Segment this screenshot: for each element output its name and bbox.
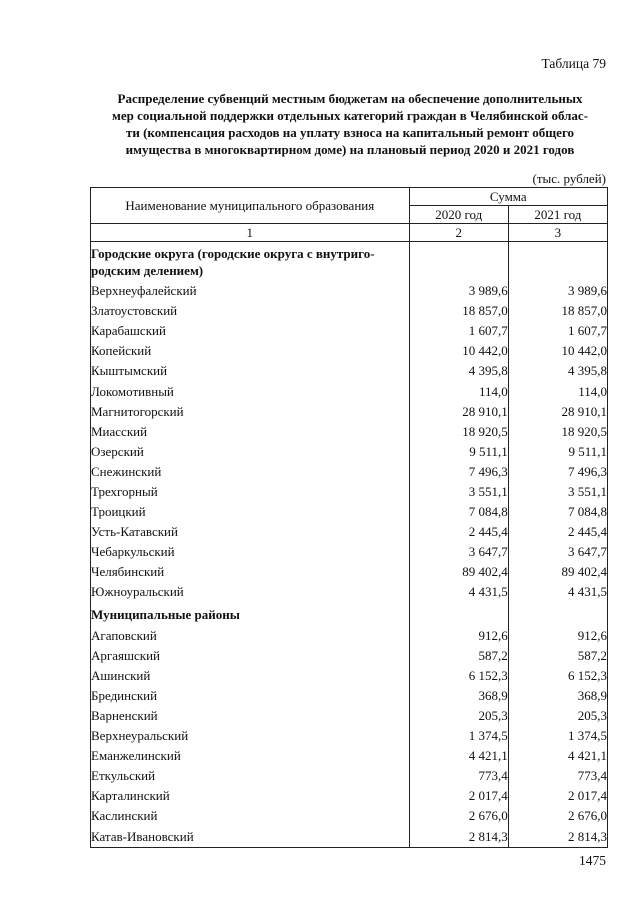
- municipality-name: Озерский: [91, 442, 410, 462]
- municipality-name: Южноуральский: [91, 582, 410, 602]
- title-line: мер социальной поддержки отдельных категорий граждан в Челябинской облас-: [111, 108, 589, 123]
- table-title: [92, 90, 608, 158]
- value-2021: 89 402,4: [508, 562, 607, 582]
- value-2021: 114,0: [508, 381, 607, 401]
- column-header-sum: Сумма: [409, 188, 607, 206]
- value-2020: 28 910,1: [409, 402, 508, 422]
- value-2021: 3 551,1: [508, 482, 607, 502]
- value-2020: 3 989,6: [409, 281, 508, 301]
- municipality-name: Карталинский: [91, 786, 410, 806]
- section-title: Городские округа (городские округа с внутриго-родским делением): [91, 242, 410, 282]
- value-2021: 2 676,0: [508, 806, 607, 826]
- value-2020: 89 402,4: [409, 562, 508, 582]
- value-2021: 18 857,0: [508, 301, 607, 321]
- value-2021: 2 445,4: [508, 522, 607, 542]
- value-2021: 912,6: [508, 626, 607, 646]
- table-body: [91, 242, 608, 848]
- column-header-2020: 2020 год: [409, 206, 508, 224]
- table-row: [91, 402, 608, 422]
- value-2020: 3 551,1: [409, 482, 508, 502]
- units-label: (тыс. рублей): [532, 171, 606, 186]
- municipality-name: Варненский: [91, 706, 410, 726]
- table-number: Таблица 79: [541, 56, 606, 71]
- municipality-name: Локомотивный: [91, 381, 410, 401]
- value-2020: 2 676,0: [409, 806, 508, 826]
- value-2020: 2 017,4: [409, 786, 508, 806]
- column-number-1: 1: [91, 224, 410, 242]
- table-row: [91, 726, 608, 746]
- section-row: [91, 242, 608, 282]
- value-2021: 4 421,1: [508, 746, 607, 766]
- table-row: [91, 827, 608, 848]
- municipality-name: Брединский: [91, 686, 410, 706]
- title-line: имущества в многоквартирном доме) на плановый период 2020 и 2021 годов: [125, 142, 575, 157]
- municipality-name: Троицкий: [91, 502, 410, 522]
- table-row: [91, 502, 608, 522]
- municipality-name: Ашинский: [91, 666, 410, 686]
- value-2020: 2 814,3: [409, 827, 508, 848]
- value-2021: 9 511,1: [508, 442, 607, 462]
- table-row: [91, 626, 608, 646]
- table-row: [91, 582, 608, 602]
- value-2020: 368,9: [409, 686, 508, 706]
- value-2020: 6 152,3: [409, 666, 508, 686]
- municipality-name: Каслинский: [91, 806, 410, 826]
- table-row: [91, 766, 608, 786]
- value-2020: 4 421,1: [409, 746, 508, 766]
- table-row: [91, 462, 608, 482]
- table-row: [91, 646, 608, 666]
- municipality-name: Еманжелинский: [91, 746, 410, 766]
- value-2020: 7 084,8: [409, 502, 508, 522]
- value-2020: 205,3: [409, 706, 508, 726]
- municipality-name: Чебаркульский: [91, 542, 410, 562]
- title-line: Распределение субвенций местным бюджетам на обеспечение дополнительных: [117, 91, 583, 106]
- table-row: [91, 522, 608, 542]
- table-row: [91, 482, 608, 502]
- column-number-3: 3: [508, 224, 607, 242]
- municipality-name: Верхнеуральский: [91, 726, 410, 746]
- value-2020: 18 857,0: [409, 301, 508, 321]
- value-2020: 10 442,0: [409, 341, 508, 361]
- value-2020: 4 395,8: [409, 361, 508, 381]
- value-2020: 114,0: [409, 381, 508, 401]
- value-2021: 4 395,8: [508, 361, 607, 381]
- table-row: [91, 746, 608, 766]
- table-row: [91, 301, 608, 321]
- value-2020: 4 431,5: [409, 582, 508, 602]
- table-row: [91, 706, 608, 726]
- value-2020: 1 607,7: [409, 321, 508, 341]
- empty-cell: [409, 603, 508, 626]
- value-2021: 7 496,3: [508, 462, 607, 482]
- value-2021: 1 374,5: [508, 726, 607, 746]
- municipality-name: Кыштымский: [91, 361, 410, 381]
- value-2020: 18 920,5: [409, 422, 508, 442]
- value-2021: 773,4: [508, 766, 607, 786]
- municipality-name: Аргаяшский: [91, 646, 410, 666]
- value-2021: 3 647,7: [508, 542, 607, 562]
- value-2021: 4 431,5: [508, 582, 607, 602]
- value-2020: 1 374,5: [409, 726, 508, 746]
- value-2020: 773,4: [409, 766, 508, 786]
- municipality-name: Снежинский: [91, 462, 410, 482]
- table-row: [91, 686, 608, 706]
- municipality-name: Катав-Ивановский: [91, 827, 410, 848]
- municipality-name: Челябинский: [91, 562, 410, 582]
- section-row: [91, 603, 608, 626]
- municipality-name: Агаповский: [91, 626, 410, 646]
- table-header: [91, 188, 608, 242]
- column-header-name: Наименование муниципального образования: [91, 188, 410, 224]
- municipality-name: Усть-Катавский: [91, 522, 410, 542]
- municipality-name: Копейский: [91, 341, 410, 361]
- municipality-name: Магнитогорский: [91, 402, 410, 422]
- value-2020: 912,6: [409, 626, 508, 646]
- table-row: [91, 422, 608, 442]
- table-row: [91, 361, 608, 381]
- section-title: Муниципальные районы: [91, 603, 410, 626]
- value-2021: 368,9: [508, 686, 607, 706]
- column-number-2: 2: [409, 224, 508, 242]
- table-row: [91, 806, 608, 826]
- municipality-name: Верхнеуфалейский: [91, 281, 410, 301]
- table-row: [91, 786, 608, 806]
- empty-cell: [409, 242, 508, 282]
- empty-cell: [508, 242, 607, 282]
- table-row: [91, 321, 608, 341]
- title-line: ти (компенсация расходов на уплату взноса на капитальный ремонт общего: [125, 125, 575, 140]
- value-2021: 3 989,6: [508, 281, 607, 301]
- value-2020: 9 511,1: [409, 442, 508, 462]
- table-row: [91, 381, 608, 401]
- value-2021: 587,2: [508, 646, 607, 666]
- value-2020: 3 647,7: [409, 542, 508, 562]
- value-2021: 205,3: [508, 706, 607, 726]
- value-2021: 2 017,4: [508, 786, 607, 806]
- municipality-name: Трехгорный: [91, 482, 410, 502]
- empty-cell: [508, 603, 607, 626]
- municipality-name: Златоустовский: [91, 301, 410, 321]
- value-2020: 587,2: [409, 646, 508, 666]
- value-2021: 2 814,3: [508, 827, 607, 848]
- value-2021: 7 084,8: [508, 502, 607, 522]
- value-2021: 10 442,0: [508, 341, 607, 361]
- value-2021: 1 607,7: [508, 321, 607, 341]
- value-2021: 18 920,5: [508, 422, 607, 442]
- subvention-table: [90, 187, 608, 848]
- municipality-name: Миасский: [91, 422, 410, 442]
- table-row: [91, 562, 608, 582]
- municipality-name: Еткульский: [91, 766, 410, 786]
- value-2020: 7 496,3: [409, 462, 508, 482]
- table-row: [91, 341, 608, 361]
- page-number: 1475: [579, 853, 606, 868]
- value-2021: 28 910,1: [508, 402, 607, 422]
- table-row: [91, 281, 608, 301]
- municipality-name: Карабашский: [91, 321, 410, 341]
- value-2020: 2 445,4: [409, 522, 508, 542]
- column-header-2021: 2021 год: [508, 206, 607, 224]
- table-row: [91, 666, 608, 686]
- value-2021: 6 152,3: [508, 666, 607, 686]
- table-row: [91, 542, 608, 562]
- table-row: [91, 442, 608, 462]
